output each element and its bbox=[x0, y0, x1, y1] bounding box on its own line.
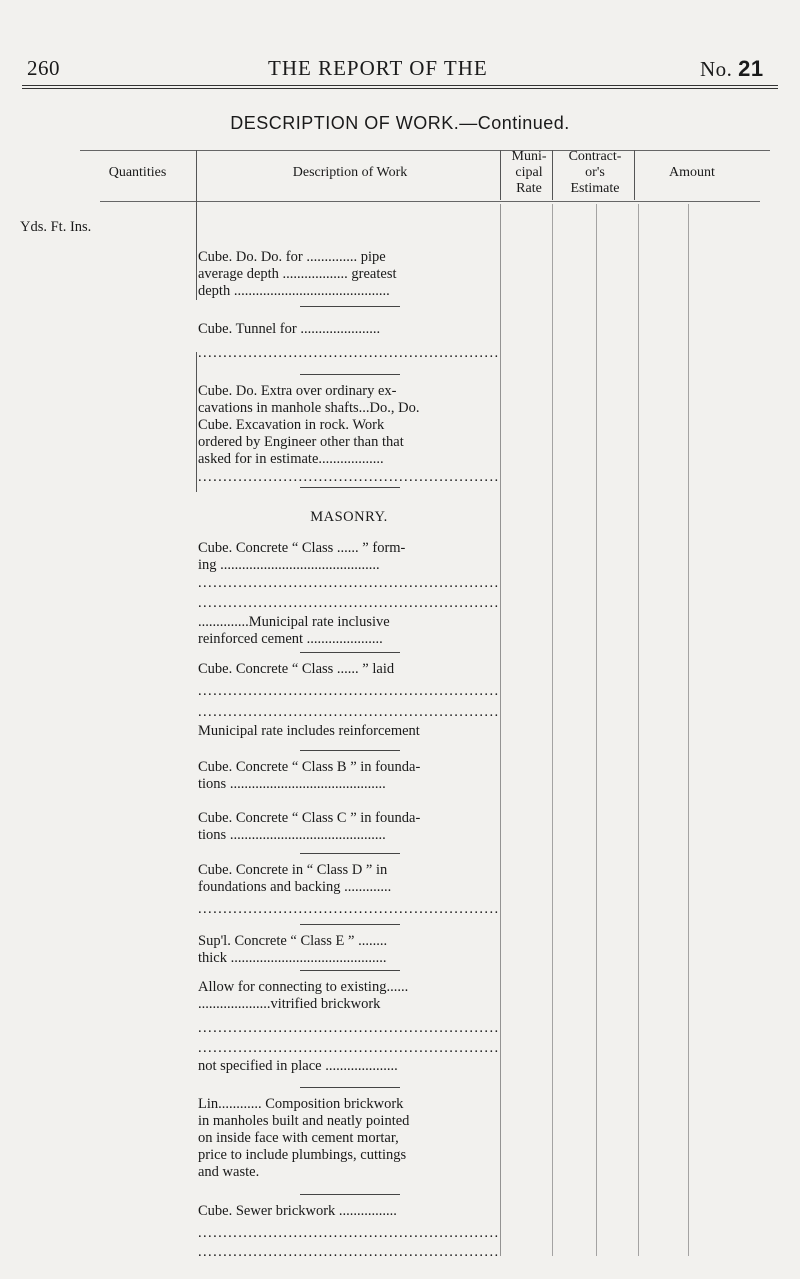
entry-separator bbox=[300, 924, 400, 925]
leader-dots bbox=[198, 1244, 500, 1261]
leader-dots bbox=[198, 1225, 500, 1242]
report-number-prefix: No. bbox=[700, 57, 733, 81]
entry-separator bbox=[300, 750, 400, 751]
page-number: 260 bbox=[27, 56, 60, 80]
leader-dots bbox=[198, 575, 500, 592]
leader-dots bbox=[198, 704, 500, 721]
header-rule bbox=[22, 85, 778, 86]
table-top-rule bbox=[80, 150, 770, 151]
entry-separator bbox=[300, 487, 400, 488]
leader-dots bbox=[198, 1040, 500, 1057]
entry-separator bbox=[300, 652, 400, 653]
col-divider-amount-top bbox=[634, 150, 635, 200]
col-amount-header: Amount bbox=[669, 165, 715, 180]
leader-dots bbox=[198, 1020, 500, 1037]
entry-tunnel: Cube. Tunnel for ...................... bbox=[198, 321, 381, 337]
leader-dots bbox=[198, 469, 500, 486]
col-description-header: Description of Work bbox=[292, 165, 408, 180]
col-divider-amount-inner bbox=[688, 204, 689, 1256]
col-divider-amount bbox=[638, 204, 639, 1256]
entry-pipe-average-depth: Cube. Do. Do. for .............. pipe average depth .................. greatest depth ........................................... bbox=[198, 249, 397, 299]
running-title: THE REPORT OF THE bbox=[268, 56, 488, 80]
masonry-heading: MASONRY. bbox=[310, 509, 388, 525]
col-divider-estimate-top bbox=[552, 150, 553, 200]
col-divider-estimate-inner bbox=[596, 204, 597, 1256]
leader-dots bbox=[198, 345, 500, 362]
table-header-rule bbox=[100, 201, 760, 202]
entry-separator bbox=[300, 1194, 400, 1195]
leader-dots bbox=[198, 901, 500, 918]
col-divider-rate bbox=[500, 204, 501, 1256]
report-number bbox=[700, 56, 764, 82]
col-divider-quantities bbox=[196, 150, 197, 300]
col-contractors-estimate-header: Contract- or's Estimate bbox=[568, 149, 622, 196]
header-rule-double bbox=[22, 88, 778, 89]
leader-dots bbox=[198, 595, 500, 612]
entry-not-specified: not specified in place .................... bbox=[198, 1058, 398, 1074]
entry-concrete-class-b: Cube. Concrete “ Class B ” in founda- tions ........................................... bbox=[198, 759, 421, 792]
entry-concrete-class-e: Sup'l. Concrete “ Class E ” ........ thick ........................................... bbox=[198, 933, 388, 966]
entry-separator bbox=[300, 306, 400, 307]
entry-concrete-laid: Cube. Concrete “ Class ...... ” laid bbox=[198, 661, 395, 677]
entry-separator bbox=[300, 970, 400, 971]
units-label: Yds. Ft. Ins. bbox=[20, 219, 92, 235]
entry-connecting-existing: Allow for connecting to existing...... ....................vitrified brickwork bbox=[198, 979, 409, 1012]
entry-reinforcement-note: Municipal rate includes reinforcement bbox=[198, 723, 420, 739]
col-quantities-header: Quantities bbox=[108, 165, 167, 180]
report-number-value: 21 bbox=[738, 56, 764, 81]
col-divider-estimate bbox=[552, 204, 553, 1256]
section-title: DESCRIPTION OF WORK.—Continued. bbox=[230, 113, 570, 133]
entry-composition-brickwork: Lin............ Composition brickwork in manholes built and neatly pointed on inside face with cement mortar, price to include plumbings, cuttings and waste. bbox=[198, 1096, 410, 1180]
entry-separator bbox=[300, 374, 400, 375]
entry-concrete-forming: Cube. Concrete “ Class ...... ” form- ing ............................................ bbox=[198, 540, 406, 573]
entry-sewer-brickwork: Cube. Sewer brickwork ................ bbox=[198, 1203, 397, 1219]
entry-concrete-class-c: Cube. Concrete “ Class C ” in founda- tions ........................................... bbox=[198, 810, 421, 843]
entry-manhole-rock-excavation: Cube. Do. Extra over ordinary ex- cavations in manhole shafts...Do., Do. Cube. Excavation in rock. Work ordered by Engineer other than that asked for in estimate.................. bbox=[198, 383, 420, 467]
leader-dots bbox=[198, 683, 500, 700]
entry-concrete-class-d: Cube. Concrete in “ Class D ” in foundations and backing ............. bbox=[198, 862, 392, 895]
col-divider-rate-top bbox=[500, 150, 501, 200]
col-divider-quantities-lower bbox=[196, 352, 197, 492]
entry-separator bbox=[300, 1087, 400, 1088]
entry-separator bbox=[300, 853, 400, 854]
col-municipal-rate-header: Muni- cipal Rate bbox=[511, 149, 547, 196]
entry-municipal-rate-inclusive: ..............Municipal rate inclusive reinforced cement ..................... bbox=[198, 614, 390, 647]
